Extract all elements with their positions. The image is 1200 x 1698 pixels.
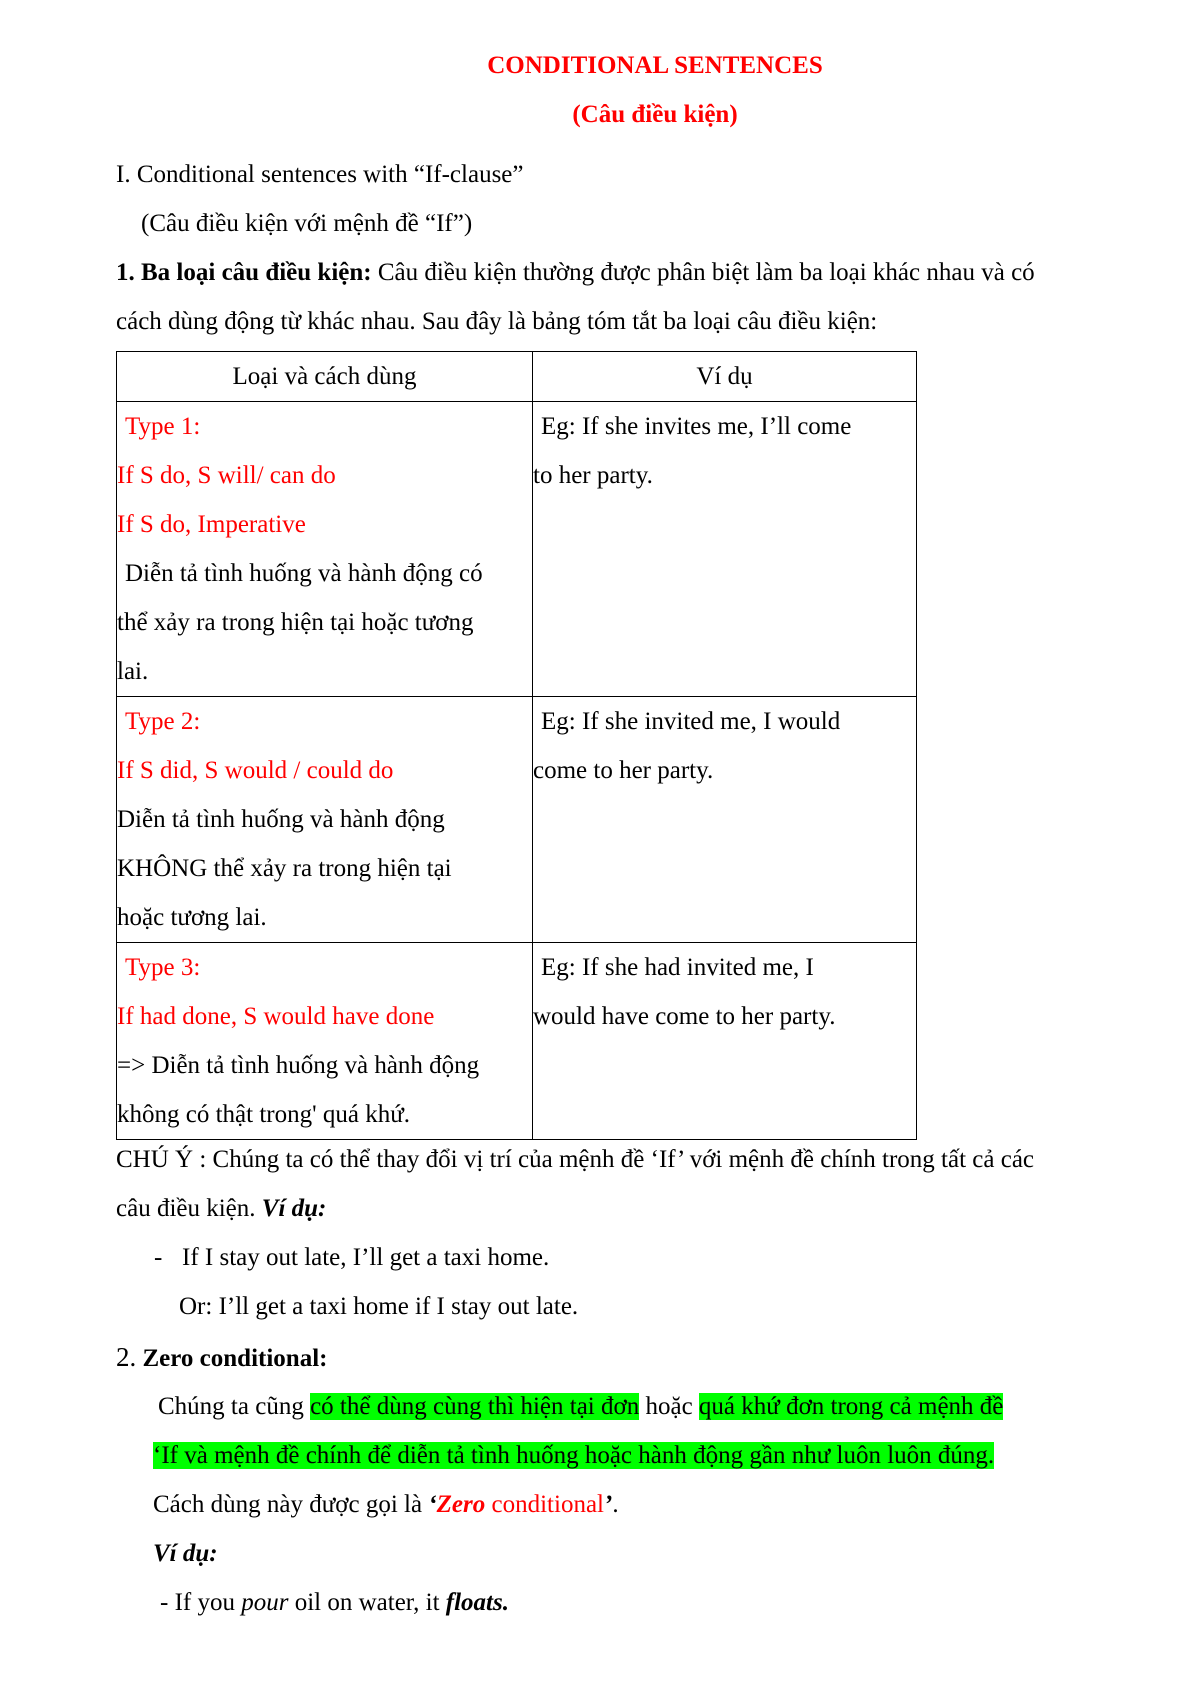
part2-example-label xyxy=(153,1529,218,1578)
example-verb-floats: floats. xyxy=(445,1589,509,1616)
example-verb-pour: pour xyxy=(241,1589,289,1616)
part2-number: 2. xyxy=(116,1342,137,1372)
type-form: If S did, S would / could do xyxy=(117,757,394,784)
note-bullet: - xyxy=(154,1244,163,1271)
note-example-label: Ví dụ: xyxy=(261,1195,327,1222)
table-header-row xyxy=(117,352,917,402)
part2-text: Cách dùng này được gọi là xyxy=(153,1491,429,1518)
type-description-line: hoặc tương lai. xyxy=(117,904,267,931)
quote-open: ‘ xyxy=(428,1491,437,1518)
example-line: Eg: If she had invited me, I xyxy=(541,954,814,981)
table-cell-usage xyxy=(117,402,533,697)
table-cell-usage xyxy=(117,697,533,943)
table-cell-usage xyxy=(117,943,533,1140)
example-label: Ví dụ: xyxy=(153,1540,218,1567)
type-description-line: => Diễn tả tình huống và hành động xyxy=(117,1052,480,1079)
type-form: If S do, S will/ can do xyxy=(117,462,336,489)
type-description-line: thể xảy ra trong hiện tại hoặc tương xyxy=(117,609,474,636)
note-line2 xyxy=(116,1184,326,1233)
part2-paragraph-line1 xyxy=(158,1382,1003,1431)
part2-text: . xyxy=(612,1491,619,1518)
table-row xyxy=(117,697,917,943)
type-description-line: lai. xyxy=(117,658,149,685)
highlight-present-simple: có thể dùng cùng thì hiện tại đơn xyxy=(310,1393,640,1420)
section-heading: I. Conditional sentences with “If-clause” xyxy=(116,161,524,188)
table-cell-example xyxy=(533,402,917,697)
example-line: Eg: If she invites me, I’ll come xyxy=(541,413,852,440)
type-description-line: KHÔNG thể xảy ra trong hiện tại xyxy=(117,855,452,882)
table-cell-example xyxy=(533,943,917,1140)
conditional-term: conditional xyxy=(485,1491,604,1518)
table-row xyxy=(117,402,917,697)
type-description-line: Diễn tả tình huống và hành động có xyxy=(125,560,483,587)
example-line: come to her party. xyxy=(533,757,714,784)
part2-heading xyxy=(116,1333,327,1383)
section-subheading: (Câu điều kiện với mệnh đề “If”) xyxy=(141,210,473,237)
type-label: Type 2: xyxy=(125,708,201,735)
highlight-always-true: ‘If và mệnh đề chính để diễn tả tình huống hoặc hành động gần như luôn luôn đúng. xyxy=(153,1442,995,1469)
document-subtitle: (Câu điều kiện) xyxy=(572,101,738,128)
type-label: Type 1: xyxy=(125,413,201,440)
part1-paragraph-line1 xyxy=(116,248,1035,297)
table-row xyxy=(117,943,917,1140)
example-line: Eg: If she invited me, I would xyxy=(541,708,841,735)
example-text: If you xyxy=(168,1589,242,1616)
type-description-line: không có thật trong' quá khứ. xyxy=(117,1101,411,1128)
note-example-1: If I stay out late, I’ll get a taxi home. xyxy=(182,1244,550,1271)
document-title: CONDITIONAL SENTENCES xyxy=(487,52,823,79)
zero-term: Zero xyxy=(436,1491,486,1518)
note-line2-text: câu điều kiện. xyxy=(116,1195,262,1222)
part2-text: hoặc xyxy=(639,1393,699,1420)
part1-paragraph-line2: cách dùng động từ khác nhau. Sau đây là bảng tóm tắt ba loại câu điều kiện: xyxy=(116,308,878,335)
conditionals-table xyxy=(116,351,917,1140)
table-header-cell: Ví dụ xyxy=(533,352,917,402)
type-description-line: Diễn tả tình huống và hành động xyxy=(117,806,445,833)
quote-close: ’ xyxy=(604,1491,613,1518)
type-form: If had done, S would have done xyxy=(117,1003,435,1030)
type-form: If S do, Imperative xyxy=(117,511,306,538)
part2-example xyxy=(160,1578,509,1627)
example-line: to her party. xyxy=(533,462,653,489)
table-cell-example xyxy=(533,697,917,943)
part1-text-a: Câu điều kiện thường được phân biệt làm ba loại khác nhau và có xyxy=(371,259,1035,286)
note-line1: CHÚ Ý : Chúng ta có thể thay đổi vị trí của mệnh đề ‘If’ với mệnh đề chính trong tất cả các xyxy=(116,1146,1035,1173)
example-line: would have come to her party. xyxy=(533,1003,836,1030)
part2-text: Chúng ta cũng xyxy=(158,1393,311,1420)
part2-paragraph-line3 xyxy=(153,1480,619,1529)
part2-label: Zero conditional: xyxy=(136,1345,328,1372)
type-label: Type 3: xyxy=(125,954,201,981)
example-dash: - xyxy=(160,1589,169,1616)
example-text: oil on water, it xyxy=(288,1589,446,1616)
part1-label: 1. Ba loại câu điều kiện: xyxy=(116,259,372,286)
part2-paragraph-line2 xyxy=(153,1431,994,1480)
highlight-past-simple: quá khứ đơn trong cả mệnh đề xyxy=(698,1393,1004,1420)
note-example-2: Or: I’ll get a taxi home if I stay out late. xyxy=(179,1293,579,1320)
table-header-cell: Loại và cách dùng xyxy=(117,352,533,402)
